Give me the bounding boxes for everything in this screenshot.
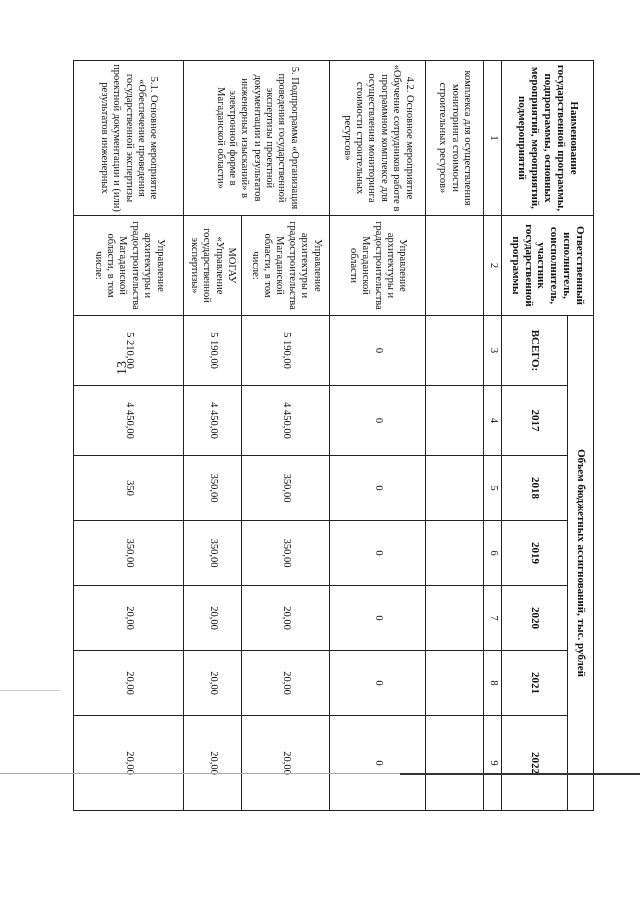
- value-cell: 20,00: [242, 651, 330, 716]
- col-number: 3: [484, 316, 502, 386]
- value-cell: 350,00: [184, 456, 242, 521]
- col-number: 6: [484, 521, 502, 586]
- row-resp: Управление архитектуры и градостроительства Магаданской области, в том числе:: [74, 216, 184, 316]
- value-cell: 20,00: [184, 586, 242, 651]
- value-cell: 20,00: [74, 716, 184, 811]
- value-cell: 350,00: [74, 521, 184, 586]
- col-number: 8: [484, 651, 502, 716]
- col-number: 9: [484, 716, 502, 811]
- row-name: комплекса для осуществления мониторинга стоимости строительных ресурсов»: [426, 61, 484, 216]
- scan-artifact-line: [400, 773, 640, 775]
- page-number: 13: [115, 361, 130, 375]
- value-cell: [426, 316, 484, 386]
- value-cell: 20,00: [242, 586, 330, 651]
- value-cell: 0: [330, 586, 426, 651]
- row-resp: МОГАУ «Управление государственной экспертизы»: [184, 216, 242, 316]
- value-cell: 5 190,00: [242, 316, 330, 386]
- header-year-2021: 2021: [502, 651, 568, 716]
- header-year-total: ВСЕГО:: [502, 316, 568, 386]
- value-cell: 20,00: [74, 586, 184, 651]
- value-cell: 0: [330, 521, 426, 586]
- value-cell: 20,00: [242, 716, 330, 811]
- scan-artifact-line: [0, 690, 60, 691]
- col-number: 4: [484, 386, 502, 456]
- value-cell: [426, 456, 484, 521]
- value-cell: 4 450,00: [184, 386, 242, 456]
- header-budget-group: Объем бюджетных ассигнований, тыс. рублей: [568, 316, 594, 811]
- value-cell: [426, 586, 484, 651]
- budget-table: [73, 60, 594, 811]
- value-cell: 350,00: [184, 521, 242, 586]
- header-name-col: Наименование государственной программы, подпрограммы, основных мероприятий, мероприятий, подмероприятий: [502, 61, 594, 216]
- row-name: 4.2. Основное мероприятие «Обучение сотрудников работе в программном комплексе для осуществления мониторинга стоимости строительных ресурсов»: [330, 61, 426, 216]
- header-year-2022: 2022: [502, 716, 568, 811]
- value-cell: 20,00: [74, 651, 184, 716]
- value-cell: 5 210,00: [74, 316, 184, 386]
- header-year-2018: 2018: [502, 456, 568, 521]
- value-cell: 0: [330, 716, 426, 811]
- value-cell: [426, 521, 484, 586]
- row-name: 5. Подпрограмма «Организация проведения государственной экспертизы проектной документации и результатов инженерных изысканий» в электронной форме в Магаданской области»: [184, 61, 330, 216]
- row-resp: Управление архитектуры и градостроительства Магаданской области, в том числе:: [242, 216, 330, 316]
- value-cell: 0: [330, 651, 426, 716]
- header-resp-col: Ответственный исполнитель, соисполнитель, участник государственной программы: [502, 216, 594, 316]
- value-cell: 4 450,00: [74, 386, 184, 456]
- header-year-2019: 2019: [502, 521, 568, 586]
- value-cell: 350,00: [242, 456, 330, 521]
- value-cell: [426, 716, 484, 811]
- value-cell: 4 450,00: [242, 386, 330, 456]
- rotated-table-wrapper: [74, 60, 594, 810]
- header-year-2017: 2017: [502, 386, 568, 456]
- value-cell: 20,00: [184, 651, 242, 716]
- row-resp: Управление архитектуры и градостроительства Магаданской области: [330, 216, 426, 316]
- value-cell: [426, 651, 484, 716]
- col-number: 5: [484, 456, 502, 521]
- value-cell: 0: [330, 316, 426, 386]
- value-cell: 0: [330, 386, 426, 456]
- value-cell: [426, 386, 484, 456]
- value-cell: 350,00: [242, 521, 330, 586]
- value-cell: 20,00: [184, 716, 242, 811]
- row-resp: [426, 216, 484, 316]
- col-number: 1: [484, 61, 502, 216]
- value-cell: 5 190,00: [184, 316, 242, 386]
- col-number: 2: [484, 216, 502, 316]
- header-year-2020: 2020: [502, 586, 568, 651]
- row-name: 5.1. Основное мероприятие «Обеспечение проведения государственной экспертизы проектной документации и (или) результатов инженерных: [74, 61, 184, 216]
- col-number: 7: [484, 586, 502, 651]
- value-cell: 350: [74, 456, 184, 521]
- value-cell: 0: [330, 456, 426, 521]
